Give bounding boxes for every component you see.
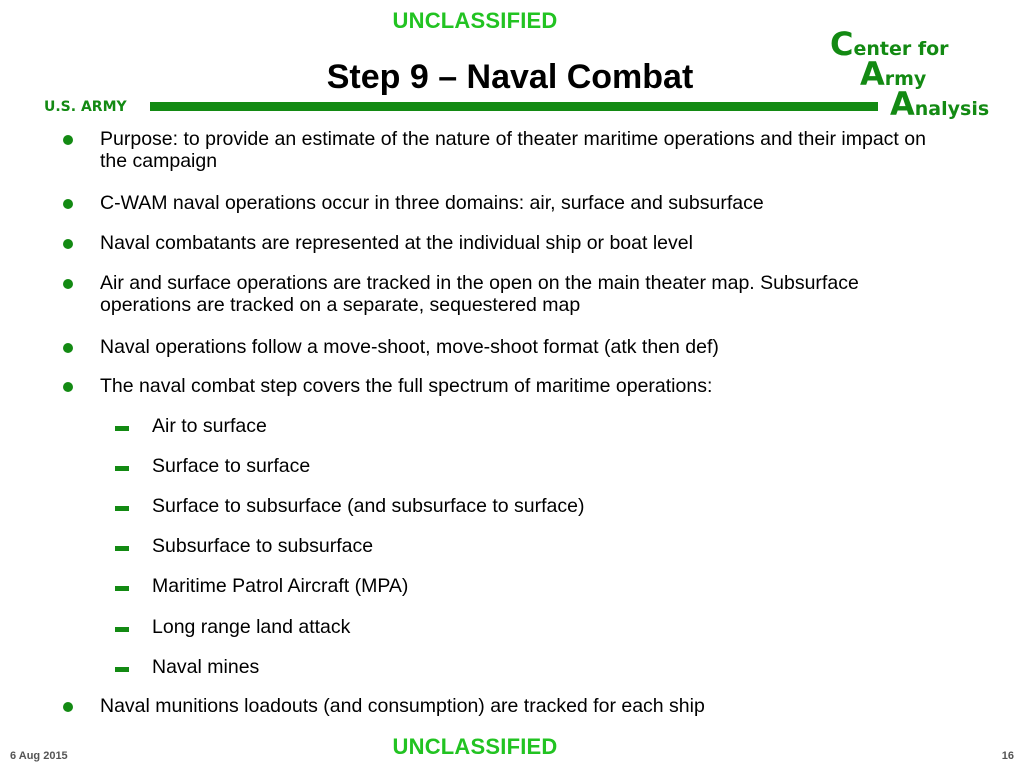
bullet-dash-icon [115,506,129,511]
bullet-dot-icon [63,279,73,289]
classification-banner-bottom: UNCLASSIFIED [392,734,558,759]
bullet-dot-icon [63,135,73,145]
bullet-dash-icon [115,546,129,551]
bullet-dot-icon [63,199,73,209]
us-army-label: U.S. ARMY [44,99,127,115]
bullet-list: Purpose: to provide an estimate of the nature of theater maritime operations and their impact on the campaign C-WAM naval operations occur in three domains: air, surface and subsurface Naval combatants are represented at the individual ship or boat level Air and surface operations are tracked in the open on the main theater map. Subsurface operations are tracked on a separate, sequestered map Naval operations follow a move-shoot, move-shoot format (atk then def) The naval combat step covers the full spectrum of maritime operations: Air to surface Surface to surface Surface to subsurface (and subsurface to surface) Subsurface to subsurface Maritime Patrol Aircraft (MPA) Long range land attack Naval mines Naval munitions loadouts (and consumption) are tracked for each ship [0,0,1024,768]
bullet-dash-icon [115,627,129,632]
page-number: 16 [1001,750,1014,762]
logo-line-army: Army [860,55,927,93]
bullet-dot-icon [63,239,73,249]
bullet-dot-icon [63,702,73,712]
slide-title: Step 9 – Naval Combat [326,58,694,96]
bullet-dash-icon [115,586,129,591]
bullet-dash-icon [115,466,129,471]
bullet-dash-icon [115,667,129,672]
footer-date: 6 Aug 2015 [10,750,68,762]
bullet-dot-icon [63,343,73,353]
bullet-dot-icon [63,382,73,392]
logo-line-analysis: Analysis [890,85,990,123]
classification-banner-top: UNCLASSIFIED [392,8,558,33]
bullet-dash-icon [115,426,129,431]
logo-line-center: Center for [830,25,949,63]
